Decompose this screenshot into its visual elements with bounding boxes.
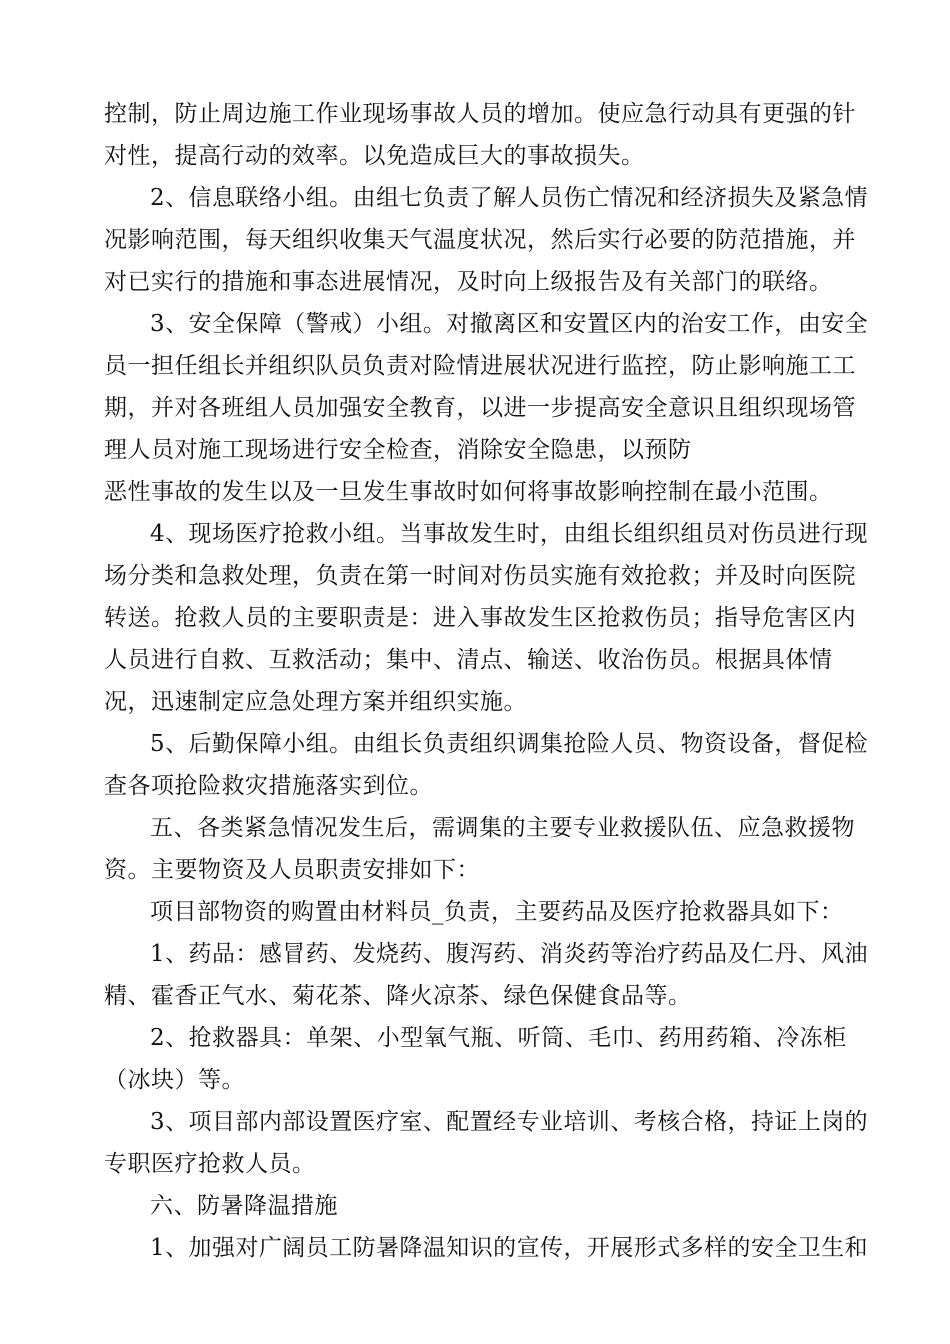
paragraph-start-line: 4、现场医疗抢救小组。当事故发生时，由组长组织组员对伤员进行现	[150, 521, 869, 547]
paragraph-start-line: 5、后勤保障小组。由组长负责组织调集抢险人员、物资设备，督促检	[150, 731, 869, 757]
text-line: 对性，提高行动的效率。以免造成巨大的事故损失。	[104, 143, 645, 169]
text-line: 期，并对各班组人员加强安全教育，以进一步提高安全意识且组织现场管	[104, 395, 856, 421]
text-line: 恶性事故的发生以及一旦发生事故时如何将事故影响控制在最小范围。	[104, 479, 833, 505]
paragraph-start-line: 3、安全保障（警戒）小组。对撤离区和安置区内的治安工作，由安全	[150, 311, 869, 337]
text-line: 员一担任组长并组织队员负责对险情进展状况进行监控，防止影响施工工	[104, 353, 856, 379]
text-line: 资。主要物资及人员职责安排如下：	[104, 857, 480, 883]
text-line: 转送。抢救人员的主要职责是：进入事故发生区抢救伤员；指导危害区内	[104, 605, 856, 631]
paragraph-start-line: 五、各类紧急情况发生后，需调集的主要专业救援队伍、应急救援物	[150, 815, 855, 841]
text-line: （冰块）等。	[104, 1067, 245, 1093]
paragraph-start-line: 项目部物资的购置由材料员_负责，主要药品及医疗抢救器具如下：	[150, 899, 844, 925]
text-line: 理人员对施工现场进行安全检查，消除安全隐患，以预防	[104, 437, 692, 463]
text-line: 对已实行的措施和事态进展情况，及时向上级报告及有关部门的联络。	[104, 269, 833, 295]
paragraph-start-line: 3、项目部内部设置医疗室、配置经专业培训、考核合格，持证上岗的	[150, 1109, 869, 1135]
text-line: 精、霍香正气水、菊花茶、降火凉茶、绿色保健食品等。	[104, 983, 692, 1009]
text-line: 人员进行自救、互救活动；集中、清点、输送、收治伤员。根据具体情	[104, 647, 833, 673]
text-line: 况，迅速制定应急处理方案并组织实施。	[104, 689, 527, 715]
section-heading: 六、防暑降温措施	[150, 1193, 338, 1219]
text-line: 控制，防止周边施工作业现场事故人员的增加。使应急行动具有更强的针	[104, 101, 856, 127]
paragraph-start-line: 2、信息联络小组。由组七负责了解人员伤亡情况和经济损失及紧急情	[150, 185, 869, 211]
text-line: 专职医疗抢救人员。	[104, 1151, 316, 1177]
paragraph-start-line: 1、加强对广阔员工防暑降温知识的宣传，开展形式多样的安全卫生和	[150, 1235, 869, 1261]
text-line: 场分类和急救处理，负责在第一时间对伤员实施有效抢救；并及时向医院	[104, 563, 856, 589]
paragraph-start-line: 2、抢救器具：单架、小型氧气瓶、听筒、毛巾、药用药箱、冷冻柜	[150, 1025, 847, 1051]
paragraph-start-line: 1、药品：感冒药、发烧药、腹泻药、消炎药等治疗药品及仁丹、风油	[150, 941, 869, 967]
text-line: 查各项抢险救灾措施落实到位。	[104, 773, 433, 799]
text-line: 况影响范围，每天组织收集天气温度状况，然后实行必要的防范措施，并	[104, 227, 856, 253]
